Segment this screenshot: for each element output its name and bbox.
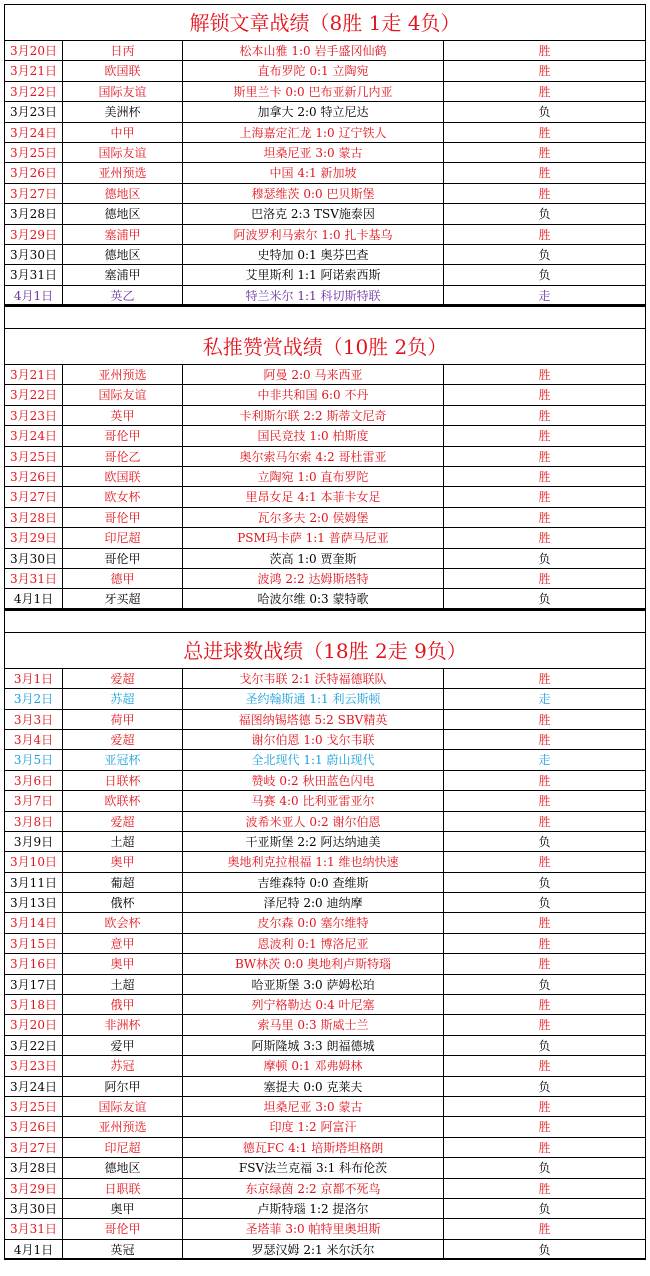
result-cell: 胜	[538, 84, 551, 99]
table-row	[4, 770, 646, 790]
match-cell: 谢尔伯恩 1:0 戈尔韦联	[183, 730, 444, 749]
match-cell: 干亚斯堡 2:2 阿达纳迪美	[183, 832, 444, 851]
match-cell: 中非共和国 6:0 不丹	[183, 385, 444, 404]
league-cell: 亚冠杯	[63, 750, 183, 769]
date-cell: 3月26日	[5, 467, 63, 486]
table-row	[4, 892, 646, 912]
match-cell: 波希米亚人 0:2 谢尔伯恩	[183, 812, 444, 831]
results-sheet	[4, 4, 646, 1260]
match-cell: 列宁格勒达 0:4 叶尼塞	[183, 995, 444, 1014]
league-cell: 亚州预选	[63, 1117, 183, 1136]
match-cell: 穆瑟维茨 0:0 巴贝斯堡	[183, 184, 444, 203]
date-cell: 3月24日	[5, 426, 63, 445]
result-cell: 胜	[538, 125, 551, 140]
match-cell: 恩波利 0:1 博洛尼亚	[183, 934, 444, 953]
table-row	[4, 183, 646, 203]
match-cell: 吉维森特 0:0 查维斯	[183, 873, 444, 892]
match-cell: 奥地利克拉根福 1:1 维也纳快速	[183, 852, 444, 871]
league-cell: 奥甲	[63, 954, 183, 973]
date-cell: 3月28日	[5, 1158, 63, 1177]
league-cell: 欧联杯	[63, 791, 183, 810]
date-cell: 3月16日	[5, 954, 63, 973]
league-cell: 欧女杯	[63, 487, 183, 506]
result-cell: 负	[538, 247, 551, 262]
date-cell: 3月22日	[5, 1036, 63, 1055]
table-row	[4, 1198, 646, 1218]
match-cell: 坦桑尼亚 3:0 蒙古	[183, 143, 444, 162]
results-table	[4, 40, 646, 306]
match-cell: 德瓦FC 4:1 培斯塔坦格朗	[183, 1138, 444, 1157]
league-cell: 国际友谊	[63, 1097, 183, 1116]
date-cell: 3月27日	[5, 487, 63, 506]
result-cell: 负	[538, 977, 551, 992]
result-cell: 胜	[538, 186, 551, 201]
section-spacer	[4, 610, 646, 632]
result-cell: 走	[538, 288, 551, 303]
table-row	[4, 1157, 646, 1177]
result-cell: 胜	[538, 712, 551, 727]
table-row	[4, 81, 646, 101]
date-cell: 3月29日	[5, 225, 63, 244]
date-cell: 4月1日	[5, 286, 63, 304]
table-row	[4, 527, 646, 547]
match-cell: 史特加 0:1 奥芬巴查	[183, 245, 444, 264]
table-row	[4, 994, 646, 1014]
result-cell: 胜	[538, 408, 551, 423]
league-cell: 英乙	[63, 286, 183, 304]
table-row	[4, 548, 646, 568]
result-cell: 胜	[538, 531, 551, 546]
league-cell: 欧国联	[63, 61, 183, 80]
result-cell: 负	[538, 592, 551, 607]
result-cell: 胜	[538, 429, 551, 444]
match-cell: 直布罗陀 0:1 立陶宛	[183, 61, 444, 80]
date-cell: 3月26日	[5, 163, 63, 182]
result-cell: 走	[538, 692, 551, 707]
table-row	[4, 1035, 646, 1055]
table-row	[4, 872, 646, 892]
table-row	[4, 142, 646, 162]
date-cell: 3月6日	[5, 771, 63, 790]
league-cell: 土超	[63, 975, 183, 994]
league-cell: 哥伦甲	[63, 508, 183, 527]
league-cell: 德地区	[63, 204, 183, 223]
result-cell: 胜	[538, 145, 551, 160]
result-cell: 胜	[538, 64, 551, 79]
results-table	[4, 668, 646, 1260]
date-cell: 3月22日	[5, 82, 63, 101]
match-cell: 松本山雅 1:0 岩手盛冈仙鹤	[183, 41, 444, 60]
match-cell: 东京绿茵 2:2 京都不死鸟	[183, 1179, 444, 1198]
league-cell: 德地区	[63, 184, 183, 203]
table-row	[4, 405, 646, 425]
table-row	[4, 668, 646, 688]
date-cell: 3月30日	[5, 1199, 63, 1218]
date-cell: 3月30日	[5, 549, 63, 568]
result-cell: 胜	[538, 773, 551, 788]
match-cell: PSM玛卡萨 1:1 普萨马尼亚	[183, 528, 444, 547]
date-cell: 3月18日	[5, 995, 63, 1014]
table-row	[4, 749, 646, 769]
table-row	[4, 1055, 646, 1075]
match-cell: 马赛 4:0 比利亚雷亚尔	[183, 791, 444, 810]
table-row	[4, 912, 646, 932]
date-cell: 4月1日	[5, 1240, 63, 1258]
result-cell: 胜	[538, 957, 551, 972]
league-cell: 非洲杯	[63, 1015, 183, 1034]
match-cell: 印度 1:2 阿富汗	[183, 1117, 444, 1136]
date-cell: 3月21日	[5, 61, 63, 80]
result-cell: 负	[538, 268, 551, 283]
result-cell: 负	[538, 1201, 551, 1216]
league-cell: 哥伦甲	[63, 549, 183, 568]
league-cell: 爱超	[63, 669, 183, 688]
league-cell: 俄杯	[63, 893, 183, 912]
result-cell: 胜	[538, 1120, 551, 1135]
date-cell: 3月20日	[5, 41, 63, 60]
league-cell: 国际友谊	[63, 82, 183, 101]
result-cell: 负	[538, 105, 551, 120]
date-cell: 3月31日	[5, 1219, 63, 1238]
table-row	[4, 264, 646, 284]
date-cell: 3月11日	[5, 873, 63, 892]
date-cell: 3月13日	[5, 893, 63, 912]
date-cell: 3月31日	[5, 569, 63, 588]
table-row	[4, 811, 646, 831]
result-cell: 胜	[538, 794, 551, 809]
date-cell: 3月23日	[5, 1056, 63, 1075]
date-cell: 3月27日	[5, 1138, 63, 1157]
match-cell: 奥尔索马尔索 4:2 哥杜雷亚	[183, 447, 444, 466]
date-cell: 3月25日	[5, 143, 63, 162]
result-cell: 负	[538, 207, 551, 222]
table-row	[4, 40, 646, 60]
league-cell: 苏冠	[63, 1056, 183, 1075]
result-cell: 负	[538, 1161, 551, 1176]
table-row	[4, 101, 646, 121]
league-cell: 美洲杯	[63, 102, 183, 121]
league-cell: 荷甲	[63, 710, 183, 729]
result-cell: 胜	[538, 1018, 551, 1033]
match-cell: 国民竞技 1:0 柏斯度	[183, 426, 444, 445]
result-cell: 负	[538, 1242, 551, 1257]
result-cell: 胜	[538, 671, 551, 686]
league-cell: 爱超	[63, 812, 183, 831]
league-cell: 德甲	[63, 569, 183, 588]
league-cell: 牙买超	[63, 589, 183, 607]
league-cell: 哥伦甲	[63, 426, 183, 445]
section-title: 总进球数战绩（18胜 2走 9负）	[4, 632, 646, 668]
result-cell: 胜	[538, 44, 551, 58]
match-cell: 卢斯特瑙 1:2 提洛尔	[183, 1199, 444, 1218]
table-row	[4, 507, 646, 527]
match-cell: 哈波尔维 0:3 蒙特歌	[183, 589, 444, 607]
date-cell: 3月27日	[5, 184, 63, 203]
league-cell: 印尼超	[63, 528, 183, 547]
table-row	[4, 688, 646, 708]
table-row	[4, 588, 646, 608]
result-cell: 胜	[538, 936, 551, 951]
table-row	[4, 446, 646, 466]
date-cell: 3月10日	[5, 852, 63, 871]
result-cell: 胜	[538, 368, 551, 383]
result-cell: 胜	[538, 916, 551, 931]
table-row	[4, 203, 646, 223]
league-cell: 哥伦甲	[63, 1219, 183, 1238]
date-cell: 3月4日	[5, 730, 63, 749]
table-row	[4, 1218, 646, 1238]
match-cell: 赞岐 0:2 秋田蓝色闪电	[183, 771, 444, 790]
result-cell: 胜	[538, 490, 551, 505]
match-cell: 中国 4:1 新加坡	[183, 163, 444, 182]
table-row	[4, 1239, 646, 1259]
section-title: 私推赞赏战绩（10胜 2负）	[4, 328, 646, 364]
match-cell: 哈亚斯堡 3:0 萨姆松珀	[183, 975, 444, 994]
table-row	[4, 933, 646, 953]
result-cell: 胜	[538, 449, 551, 464]
table-row	[4, 1014, 646, 1034]
league-cell: 英冠	[63, 1240, 183, 1258]
result-cell: 胜	[538, 1222, 551, 1237]
date-cell: 3月24日	[5, 123, 63, 142]
league-cell: 奥甲	[63, 1199, 183, 1218]
match-cell: 茨高 1:0 贾奎斯	[183, 549, 444, 568]
result-cell: 胜	[538, 571, 551, 586]
date-cell: 3月31日	[5, 265, 63, 284]
table-row	[4, 122, 646, 142]
result-cell: 走	[538, 753, 551, 768]
result-cell: 负	[538, 834, 551, 849]
league-cell: 亚州预选	[63, 163, 183, 182]
league-cell: 欧会杯	[63, 913, 183, 932]
league-cell: 苏超	[63, 689, 183, 708]
result-cell: 胜	[538, 510, 551, 525]
table-row	[4, 285, 646, 305]
match-cell: 坦桑尼亚 3:0 蒙古	[183, 1097, 444, 1116]
league-cell: 国际友谊	[63, 385, 183, 404]
match-cell: 瓦尔多夫 2:0 侯姆堡	[183, 508, 444, 527]
result-cell: 胜	[538, 855, 551, 870]
match-cell: 戈尔韦联 2:1 沃特福德联队	[183, 669, 444, 688]
match-cell: BW林茨 0:0 奥地利卢斯特瑙	[183, 954, 444, 973]
match-cell: 特兰米尔 1:1 科切斯特联	[183, 286, 444, 304]
result-cell: 胜	[538, 1181, 551, 1196]
league-cell: 葡超	[63, 873, 183, 892]
league-cell: 英甲	[63, 406, 183, 425]
match-cell: 摩顿 0:1 邓弗姆林	[183, 1056, 444, 1075]
league-cell: 土超	[63, 832, 183, 851]
date-cell: 3月29日	[5, 528, 63, 547]
result-cell: 负	[538, 896, 551, 911]
table-row	[4, 162, 646, 182]
league-cell: 日联杯	[63, 771, 183, 790]
result-cell: 负	[538, 1038, 551, 1053]
table-row	[4, 486, 646, 506]
date-cell: 3月22日	[5, 385, 63, 404]
result-cell: 胜	[538, 998, 551, 1013]
match-cell: 卡利斯尔联 2:2 斯蒂文尼奇	[183, 406, 444, 425]
result-cell: 胜	[538, 227, 551, 242]
league-cell: 阿尔甲	[63, 1077, 183, 1096]
league-cell: 奥甲	[63, 852, 183, 871]
date-cell: 3月15日	[5, 934, 63, 953]
league-cell: 德地区	[63, 1158, 183, 1177]
league-cell: 爱甲	[63, 1036, 183, 1055]
date-cell: 3月9日	[5, 832, 63, 851]
table-row	[4, 425, 646, 445]
table-row	[4, 831, 646, 851]
date-cell: 3月23日	[5, 406, 63, 425]
table-row	[4, 1076, 646, 1096]
match-cell: 加拿大 2:0 特立尼达	[183, 102, 444, 121]
match-cell: 艾里斯利 1:1 阿诺索西斯	[183, 265, 444, 284]
match-cell: 阿曼 2:0 马来西亚	[183, 365, 444, 384]
date-cell: 3月26日	[5, 1117, 63, 1136]
section-spacer	[4, 306, 646, 328]
result-cell: 胜	[538, 1140, 551, 1155]
date-cell: 3月28日	[5, 204, 63, 223]
date-cell: 3月21日	[5, 365, 63, 384]
date-cell: 3月1日	[5, 669, 63, 688]
match-cell: 阿斯隆城 3:3 朗福德城	[183, 1036, 444, 1055]
table-row	[4, 1137, 646, 1157]
league-cell: 中甲	[63, 123, 183, 142]
match-cell: 皮尔森 0:0 塞尔维特	[183, 913, 444, 932]
match-cell: 塞提夫 0:0 克莱夫	[183, 1077, 444, 1096]
league-cell: 印尼超	[63, 1138, 183, 1157]
match-cell: 里昂女足 4:1 本菲卡女足	[183, 487, 444, 506]
date-cell: 3月20日	[5, 1015, 63, 1034]
result-cell: 胜	[538, 732, 551, 747]
league-cell: 意甲	[63, 934, 183, 953]
result-cell: 胜	[538, 1059, 551, 1074]
match-cell: 立陶宛 1:0 直布罗陀	[183, 467, 444, 486]
result-cell: 负	[538, 875, 551, 890]
table-row	[4, 1116, 646, 1136]
result-cell: 胜	[538, 814, 551, 829]
table-row	[4, 224, 646, 244]
table-row	[4, 953, 646, 973]
section-title: 解锁文章战绩（8胜 1走 4负）	[4, 4, 646, 40]
date-cell: 3月3日	[5, 710, 63, 729]
match-cell: 巴洛克 2:3 TSV施泰因	[183, 204, 444, 223]
date-cell: 3月25日	[5, 447, 63, 466]
league-cell: 欧国联	[63, 467, 183, 486]
result-cell: 胜	[538, 388, 551, 403]
table-row	[4, 1178, 646, 1198]
match-cell: 全北现代 1:1 蔚山现代	[183, 750, 444, 769]
match-cell: 阿波罗利马索尔 1:0 扎卡基乌	[183, 225, 444, 244]
date-cell: 3月17日	[5, 975, 63, 994]
table-row	[4, 851, 646, 871]
date-cell: 3月7日	[5, 791, 63, 810]
result-cell: 负	[538, 1079, 551, 1094]
league-cell: 俄甲	[63, 995, 183, 1014]
league-cell: 日丙	[63, 41, 183, 60]
table-row	[4, 1096, 646, 1116]
result-cell: 胜	[538, 470, 551, 485]
match-cell: 福图纳锡塔德 5:2 SBV精英	[183, 710, 444, 729]
match-cell: 波鸿 2:2 达姆斯塔特	[183, 569, 444, 588]
league-cell: 塞浦甲	[63, 225, 183, 244]
match-cell: 索马里 0:3 斯威士兰	[183, 1015, 444, 1034]
match-cell: 圣塔菲 3:0 帕特里奥坦斯	[183, 1219, 444, 1238]
date-cell: 3月23日	[5, 102, 63, 121]
table-row	[4, 384, 646, 404]
date-cell: 3月29日	[5, 1179, 63, 1198]
league-cell: 日职联	[63, 1179, 183, 1198]
date-cell: 3月14日	[5, 913, 63, 932]
table-row	[4, 364, 646, 384]
match-cell: 罗瑟汉姆 2:1 米尔沃尔	[183, 1240, 444, 1258]
result-cell: 胜	[538, 1099, 551, 1114]
table-row	[4, 729, 646, 749]
date-cell: 3月5日	[5, 750, 63, 769]
match-cell: 圣约翰斯通 1:1 利云斯顿	[183, 689, 444, 708]
date-cell: 3月30日	[5, 245, 63, 264]
result-cell: 负	[538, 551, 551, 566]
result-cell: 胜	[538, 166, 551, 181]
results-table	[4, 364, 646, 610]
league-cell: 哥伦乙	[63, 447, 183, 466]
table-row	[4, 709, 646, 729]
table-row	[4, 466, 646, 486]
date-cell: 3月24日	[5, 1077, 63, 1096]
date-cell: 3月2日	[5, 689, 63, 708]
league-cell: 德地区	[63, 245, 183, 264]
date-cell: 3月25日	[5, 1097, 63, 1116]
date-cell: 4月1日	[5, 589, 63, 607]
league-cell: 爱超	[63, 730, 183, 749]
table-row	[4, 60, 646, 80]
date-cell: 3月8日	[5, 812, 63, 831]
table-row	[4, 790, 646, 810]
match-cell: 泽尼特 2:0 迪纳摩	[183, 893, 444, 912]
table-row	[4, 244, 646, 264]
date-cell: 3月28日	[5, 508, 63, 527]
league-cell: 国际友谊	[63, 143, 183, 162]
match-cell: FSV法兰克福 3:1 科布伦茨	[183, 1158, 444, 1177]
match-cell: 上海嘉定汇龙 1:0 辽宁铁人	[183, 123, 444, 142]
league-cell: 塞浦甲	[63, 265, 183, 284]
table-row	[4, 568, 646, 588]
table-row	[4, 974, 646, 994]
match-cell: 斯里兰卡 0:0 巴布亚新几内亚	[183, 82, 444, 101]
league-cell: 亚州预选	[63, 365, 183, 384]
